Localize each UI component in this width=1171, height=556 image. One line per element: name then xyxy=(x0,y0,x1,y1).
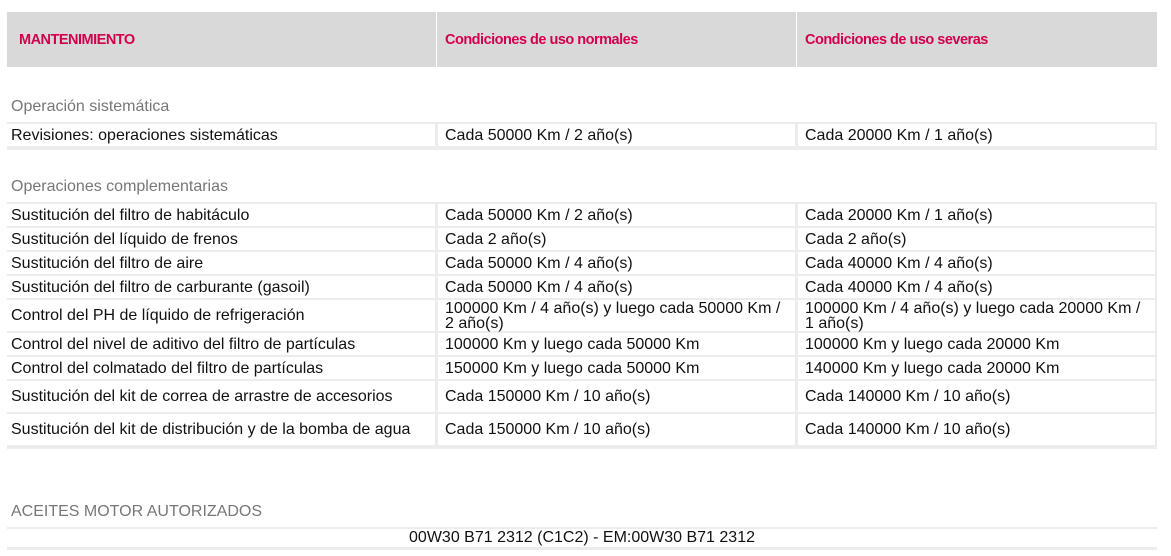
severe-interval-cell: Cada 20000 Km / 1 año(s) xyxy=(798,204,1155,226)
normal-interval-cell: Cada 50000 Km / 4 año(s) xyxy=(438,252,795,274)
table-row xyxy=(7,414,1157,445)
severe-interval-cell: 140000 Km y luego cada 20000 Km xyxy=(798,357,1155,379)
table-row xyxy=(7,204,1157,226)
header-maintenance: MANTENIMIENTO xyxy=(7,12,437,67)
operation-cell: Sustitución del filtro de carburante (gasoil) xyxy=(7,276,435,298)
normal-interval-cell: 100000 Km y luego cada 50000 Km xyxy=(438,333,795,355)
severe-interval-cell: Cada 140000 Km / 10 año(s) xyxy=(798,381,1155,412)
normal-interval-cell: 150000 Km y luego cada 50000 Km xyxy=(438,357,795,379)
operation-cell: Sustitución del kit de correa de arrastre de accesorios xyxy=(7,381,435,412)
complementary-table xyxy=(7,202,1157,449)
table-row xyxy=(7,381,1157,412)
operation-cell: Sustitución del líquido de frenos xyxy=(7,228,435,250)
section-title-systematic: Operación sistemática xyxy=(11,98,170,115)
normal-interval-cell: 100000 Km / 4 año(s) y luego cada 50000 Km / 2 año(s) xyxy=(438,300,795,331)
table-row xyxy=(7,252,1157,274)
table-row xyxy=(7,228,1157,250)
operation-cell: Control del colmatado del filtro de partículas xyxy=(7,357,435,379)
table-row xyxy=(7,276,1157,298)
normal-interval-cell: Cada 150000 Km / 10 año(s) xyxy=(438,381,795,412)
operation-cell: Control del nivel de aditivo del filtro de partículas xyxy=(7,333,435,355)
section-title-complementary: Operaciones complementarias xyxy=(11,178,228,195)
table-row xyxy=(7,124,1157,146)
table-row xyxy=(7,333,1157,355)
table-row xyxy=(7,300,1157,331)
normal-interval-cell: Cada 2 año(s) xyxy=(438,228,795,250)
operation-cell: Revisiones: operaciones sistemáticas xyxy=(7,124,435,146)
section-title-oils: ACEITES MOTOR AUTORIZADOS xyxy=(11,503,262,520)
severe-interval-cell: Cada 20000 Km / 1 año(s) xyxy=(798,124,1155,146)
header-severe-conditions: Condiciones de uso severas xyxy=(805,31,988,48)
maintenance-table-header xyxy=(7,12,1157,67)
operation-cell: Sustitución del kit de distribución y de la bomba de agua xyxy=(7,414,435,445)
operation-cell: Sustitución del filtro de aire xyxy=(7,252,435,274)
header-normal-conditions: Condiciones de uso normales xyxy=(437,12,797,67)
operation-cell: Control del PH de líquido de refrigeración xyxy=(7,300,435,331)
table-row xyxy=(7,357,1157,379)
normal-interval-cell: Cada 50000 Km / 4 año(s) xyxy=(438,276,795,298)
systematic-table xyxy=(7,122,1157,150)
oils-table xyxy=(7,527,1157,550)
severe-interval-cell: 100000 Km / 4 año(s) y luego cada 20000 Km / 1 año(s) xyxy=(798,300,1155,331)
severe-interval-cell: Cada 40000 Km / 4 año(s) xyxy=(798,252,1155,274)
oil-value-cell: 00W30 B71 2312 (C1C2) - EM:00W30 B71 2312 xyxy=(7,529,1157,547)
normal-interval-cell: Cada 150000 Km / 10 año(s) xyxy=(438,414,795,445)
normal-interval-cell: Cada 50000 Km / 2 año(s) xyxy=(438,204,795,226)
severe-interval-cell: Cada 2 año(s) xyxy=(798,228,1155,250)
severe-interval-cell: Cada 140000 Km / 10 año(s) xyxy=(798,414,1155,445)
normal-interval-cell: Cada 50000 Km / 2 año(s) xyxy=(438,124,795,146)
severe-interval-cell: 100000 Km y luego cada 20000 Km xyxy=(798,333,1155,355)
operation-cell: Sustitución del filtro de habitáculo xyxy=(7,204,435,226)
severe-interval-cell: Cada 40000 Km / 4 año(s) xyxy=(798,276,1155,298)
